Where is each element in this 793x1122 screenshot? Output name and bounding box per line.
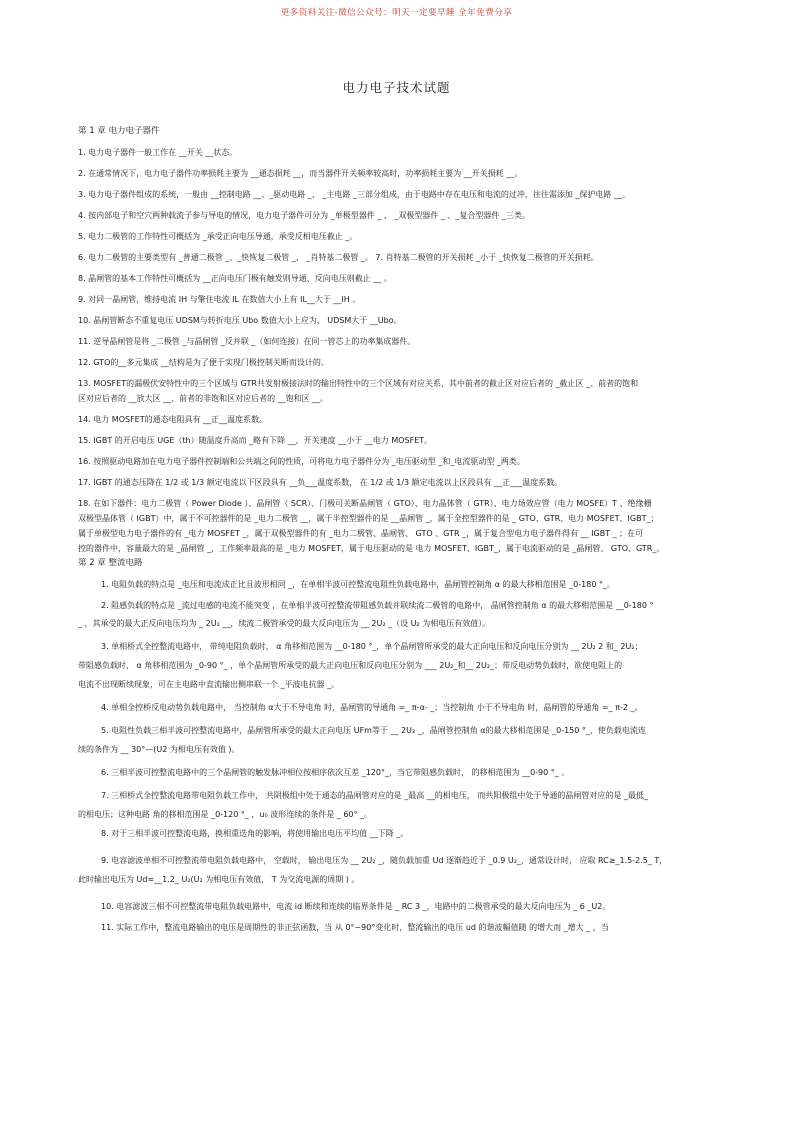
document-body — [78, 126, 738, 933]
question-line: 属于单极型电力电子器件的有 _电力 MOSFET _，属于双极型器件的有 _电力二极管、晶闸管、 GTO 、GTR _，属于复合型电力电子器件得有 __ IGBT _ ；在可 — [78, 529, 644, 538]
question-line: 4. 单相全控桥反电动势负载电路中， 当控制角 α大于不导电角 时，晶闸管的导通角 =_ π-α- _；当控制角 小于不导电角 时，晶闸管的导通角 =_ π-2 _。 — [101, 703, 643, 712]
question-line: 5. 电力二极管的工作特性可概括为 _承受正向电压导通，承受反相电压截止 _。 — [78, 232, 358, 241]
question-line: 15. IGBT 的开启电压 UGE（th）随温度升高而 _略有下降 __，开关速度 __小于 __电力 MOSFET。 — [78, 436, 433, 445]
question-line: 3. 单相桥式全控整流电路中， 带纯电阻负载时， α 角移相范围为 __0-180 °_，单个晶闸管所承受的最大正向电压和反向电压分别为 __ 2U₂ 2 和_ 2U₂； — [101, 642, 643, 651]
top-banner: 更多资料关注-微信公众号：明天一定要早睡 全年免费分享 — [280, 8, 513, 18]
question-line: 9. 电容滤波单相不可控整流带电阻负载电路中， 空载时， 输出电压为 __ 2U₂ _，随负载加重 Ud 逐渐趋近于 _0.9 U₂_，通常设计时， 应取 RC≥_1.5-2.5_ T， — [101, 856, 668, 865]
question-line: 2. 阻感负载的特点是 _流过电感的电流不能突变 ，在单相半波可控整流带阻感负载并联续流二极管的电路中， 晶闸管控制角 α 的最大移相范围是 __0-180 ° — [101, 601, 654, 610]
question-line: 8. 对于三相半波可控整流电路，换相重迭角的影响，将使用输出电压平均值 __下降 _。 — [101, 829, 409, 838]
question-line: 18. 在如下器件：电力二极管（ Power Diode ）、晶闸管（ SCR）、门极可关断晶闸管（ GTO）、电力晶体管（ GTR）、电力场效应管（电力 MOSFE）T 、绝缘栅 — [78, 499, 652, 508]
question-line: 1. 电阻负载的特点是 _电压和电流成正比且波形相同 _，在单相半波可控整流电阻性负载电路中，晶闸管控制角 α 的最大移相范围是 _0-180 °_。 — [101, 580, 615, 589]
question-line: 14. 电力 MOSFET的通态电阻具有 __正__温度系数。 — [78, 415, 268, 424]
question-line: 10. 电容滤波三相不可控整流带电阻负载电路中，电流 id 断续和连续的临界条件是 _ RC 3 _，电路中的二极管承受的最大反向电压为 _ 6 _U2。 — [101, 902, 611, 911]
question-line: 1. 电力电子器件一般工作在 __开关 __状态。 — [78, 148, 238, 157]
question-line: 控的器件中，容量最大的是 _晶闸管 _，工作频率最高的是 _电力 MOSFET，属于电压驱动的是 电力 MOSFET、IGBT_，属于电流驱动的是 _晶闸管、 GTO、GTR_。 — [78, 544, 665, 553]
question-line: _ ，其承受的最大正反向电压均为 _ 2U₂ __，续流二极管承受的最大反向电压为 __ 2U₂ _（设 U₂ 为相电压有效值）。 — [78, 619, 491, 628]
question-line: 2. 在通常情况下，电力电子器件功率损耗主要为 __通态损耗 __，而当器件开关频率较高时，功率损耗主要为 __开关损耗 __。 — [78, 169, 523, 178]
question-line: 此时输出电压为 Ud≈__1.2_ U₂(U₂ 为相电压有效值， T 为交流电源的周期 ) 。 — [78, 875, 360, 884]
chapter-heading: 第 1 章 电力电子器件 — [78, 126, 160, 136]
question-line: 10. 晶闸管断态不重复电压 UDSM与转折电压 Ubo 数值大小上应为， UDSM大于 __Ubo。 — [78, 316, 402, 325]
question-line: 6. 电力二极管的主要类型有 _普通二极管 _、_快恢复二极管 _、 _肖特基二极管 _。 7. 肖特基二极管的开关损耗 _小于 _快恢复二极管的开关损耗。 — [78, 253, 599, 262]
question-line: 17. IGBT 的通态压降在 1/2 或 1/3 额定电流以下区段具有 __负___温度系数， 在 1/2 或 1/3 额定电流以上区段具有 __正___温度系数。 — [78, 478, 563, 487]
question-line: 8. 晶闸管的基本工作特性可概括为 __正向电压门极有触发则导通、反向电压则截止 __ 。 — [78, 274, 392, 283]
question-line: 区对应后者的 __放大区 __、前者的非饱和区对应后者的 __饱和区 __。 — [78, 394, 329, 403]
question-line: 续的条件为 __ 30°—(U2 为相电压有效值 )。 — [78, 745, 240, 754]
question-line: 带阻感负载时， α 角移相范围为 _0-90 °_ ，单个晶闸管所承受的最大正向电压和反向电压分别为 ___ 2U₂_和__ 2U₂_；带反电动势负载时，欲使电阻上的 — [78, 661, 623, 670]
question-line: 的相电压；这种电路 角的移相范围是 _0-120 °_ ，u₀ 波形连续的条件是 _ 60° _。 — [78, 810, 373, 819]
chapter-heading: 第 2 章 整流电路 — [78, 558, 143, 568]
question-line: 5. 电阻性负载三相半波可控整流电路中，晶闸管所承受的最大正向电压 UFm等于 __ 2U₂ _，晶闸管控制角 α的最大移相范围是 _0-150 °_，使负载电流连 — [101, 726, 646, 735]
question-line: 12. GTO的__多元集成 __结构是为了便于实现门极控制关断而设计的。 — [78, 358, 329, 367]
question-line: 电流不出现断续现象，可在主电路中直流输出侧串联一个 _平波电抗器 _。 — [78, 680, 340, 689]
question-line: 3. 电力电子器件组成的系统，一般由 __控制电路 __、_驱动电路 _、 _主电路 _三部分组成，由于电路中存在电压和电流的过冲，往往需添加 _保护电路 __。 — [78, 190, 630, 199]
question-line: 16. 按照驱动电路加在电力电子器件控制端和公共端之间的性质，可将电力电子器件分为 _电压驱动型 _和_电流驱动型 _两类。 — [78, 457, 525, 466]
question-line: 13. MOSFET的漏极伏安特性中的三个区域与 GTR共发射极接法时的输出特性中的三个区域有对应关系，其中前者的截止区对应后者的 _截止区 _、前者的饱和 — [78, 379, 639, 388]
question-line: 11. 实际工作中，整流电路输出的电压是周期性的非正弦函数，当 从 0°~90°变化时，整流输出的电压 ud 的谐波幅值随 的增大而 _增大 _ ，当 — [101, 923, 609, 932]
question-line: 双极型晶体管（ IGBT）中，属于不可控器件的是 _电力二极管 __，属于半控型器件的是 __晶闸管 _，属于全控型器件的是 _ GTO、GTR、电力 MOSFET、IGBT_； — [78, 514, 659, 523]
question-line: 7. 三相桥式全控整流电路带电阻负载工作中， 共阴极组中处于通态的晶闸管对应的是 _最高 __的相电压， 而共阳极组中处于导通的晶闸管对应的是 _最低_ — [101, 791, 648, 800]
question-line: 9. 对同一晶闸管，维持电流 IH 与擎住电流 IL 在数值大小上有 IL__大于 __IH 。 — [78, 295, 361, 304]
question-line: 4. 按内部电子和空穴两种载流子参与导电的情况，电力电子器件可分为 _单极型器件 _ 、 _双极型器件 _ 、_复合型器件 _三类。 — [78, 211, 530, 220]
document-title: 电力电子技术试题 — [342, 80, 451, 95]
question-line: 11. 逆导晶闸管是将 _二极管 _与晶闸管 _反并联 _（如何连接）在同一管芯上的功率集成器件。 — [78, 337, 416, 346]
question-line: 6. 三相半波可控整流电路中的三个晶闸管的触发脉冲相位按相序依次互差 _120°_，当它带阻感负载时， 的移相范围为 __0-90 °_ 。 — [101, 768, 570, 777]
